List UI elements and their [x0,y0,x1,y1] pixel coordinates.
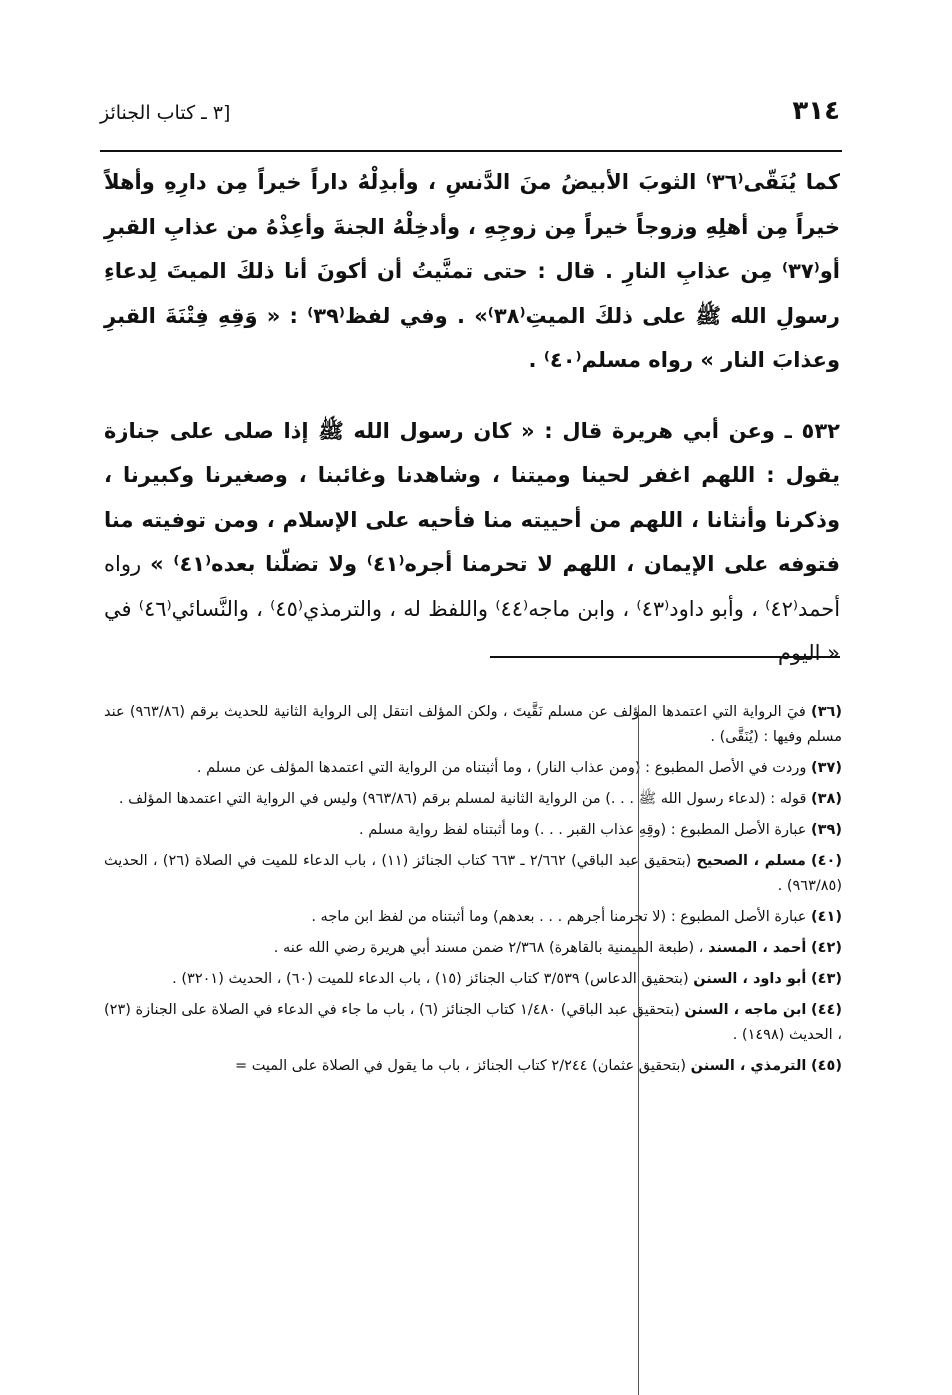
footnote-text: فيَ الرواية التي اعتمدها المؤلف عن مسلم نَقَّيتَ ، ولكن المؤلف انتقل إلى الرواية الثانية للحديث برقم (٩٦٣/٨٦) عند مسلم وفيها : (يُنَقَّى) . [104,704,842,745]
footnote-text: (بتحقيق عبد الباقي) ١/٤٨٠ كتاب الجنائز (٦) ، باب ما جاء في الدعاء في الصلاة على الجنازة (٢٣) ، الحديث (١٤٩٨) . [104,1002,842,1043]
footnote-number: (٤٠) [811,853,843,869]
hadith-sources: رواه أحمد⁽٤٢⁾ ، وأبو داود⁽٤٣⁾ ، وابن ماجه⁽٤٤⁾ واللفظ له ، والترمذي⁽٤٥⁾ ، والنَّسائي⁽٤٦⁾ في « اليوم [104,552,841,665]
footnotes [104,700,842,1085]
footnote-text: وردت في الأصل المطبوع : (ومن عذاب النار) ، وما أثبتناه من الرواية التي اعتمدها المؤلف عن مسلم . [196,760,807,776]
footnote-number: (٣٩) [811,822,842,838]
footnote-source: الترمذي ، السنن [690,1058,807,1074]
footnote-number: (٤٣) [811,971,842,987]
footnote [104,905,842,930]
footnote-text: عبارة الأصل المطبوع : (لا تحرمنا أجرهم . . . بعدهم) وما أثبتناه من لفظ ابن ماجه . [311,909,807,925]
footnote-number: (٣٦) [811,704,843,720]
footnote-number: (٣٨) [811,791,842,807]
footnote-text: (بتحقيق عبد الباقي) ٢/٦٦٢ ـ ٦٦٣ كتاب الجنائز (١١) ، باب الدعاء للميت في الصلاة (٢٦) ، الحديث (٩٦٣/٨٥) . [104,853,842,894]
footnote-text: (بتحقيق عثمان) ٢/٢٤٤ كتاب الجنائز ، باب ما يقول في الصلاة على الميت = [234,1058,691,1074]
footnote-source: مسلم ، الصحيح [696,853,806,869]
footnote [104,818,842,843]
hadith-paragraph-532 [104,409,840,676]
footnote-text: قوله : (لدعاء رسول الله ﷺ . . .) من الرواية الثانية لمسلم برقم (٩٦٣/٨٦) وليس في الرواية التي اعتمدها المؤلف . [118,791,807,807]
footnote [104,849,842,899]
footnote [104,756,842,781]
scan-artifact-line [638,705,639,1395]
footnote [104,700,842,750]
footnote [104,1054,842,1079]
footnote-text: عبارة الأصل المطبوع : (وقِهِ عذاب القبر . . .) وما أثبتناه لفظ رواية مسلم . [359,822,807,838]
footnote-number: (٤٢) [811,940,842,956]
footnote-source: أحمد ، المسند [708,940,807,956]
hadith-text: ٥٣٢ ـ وعن أبي هريرة قال : « كان رسول الله ﷺ إذا صلى على جنازة يقول : اللهم اغفر لحينا وميتنا ، وشاهدنا وغائبنا ، وصغيرنا وكبيرنا ، وذكرنا وأنثانا ، اللهم من أحييته منا فأحيه على الإسلام ، ومن توفيته منا فتوفه على الإيمان ، اللهم لا تحرمنا أجره⁽٤١⁾ ولا تضلّنا بعده⁽٤١⁾ » [104,418,840,576]
main-text [104,160,840,676]
footnote-text: ، (طبعة الميمنية بالقاهرة) ٢/٣٦٨ ضمن مسند أبي هريرة رضي الله عنه . [273,940,709,956]
footnote-number: (٤٤) [811,1002,843,1018]
footnote-number: (٣٧) [811,760,842,776]
footnote-source: ابن ماجه ، السنن [684,1002,807,1018]
footnote [104,936,842,961]
page-header [100,96,840,138]
footnote-rule [490,656,840,658]
footnote-number: (٤١) [811,909,842,925]
footnote-source: أبو داود ، السنن [693,971,807,987]
running-head: [٣ ـ كتاب الجنائز [100,102,231,124]
page-number: ٣١٤ [792,96,840,126]
footnote-number: (٤٥) [811,1058,842,1074]
header-rule [100,150,842,152]
hadith-paragraph: كما يُنَقّى⁽٣٦⁾ الثوبَ الأبيضُ منَ الدَّنسِ ، وأبدِلْهُ داراً خيراً مِن دارِهِ وأهلاً خيراً مِن أهلِهِ وزوجاً خيراً مِن زوجِهِ ، وأدخِلْهُ الجنةَ وأعِذْهُ من عذابِ القبرِ أو⁽٣٧⁾ مِن عذابِ النارِ . قال : حتى تمنَّيتُ أن أكونَ أنا ذلكَ الميتَ لِدعاءِ رسولِ الله ﷺ على ذلكَ الميتِ⁽٣٨⁾» . وفي لفظ⁽٣٩⁾ : « وَقِهِ فِتْنَةَ القبرِ وعذابَ النار » رواه مسلم⁽٤٠⁾ . [104,170,840,372]
footnote [104,967,842,992]
footnote-text: (بتحقيق الدعاس) ٣/٥٣٩ كتاب الجنائز (١٥) ، باب الدعاء للميت (٦٠) ، الحديث (٣٢٠١) . [172,971,694,987]
footnote [104,998,842,1048]
footnote [104,787,842,812]
